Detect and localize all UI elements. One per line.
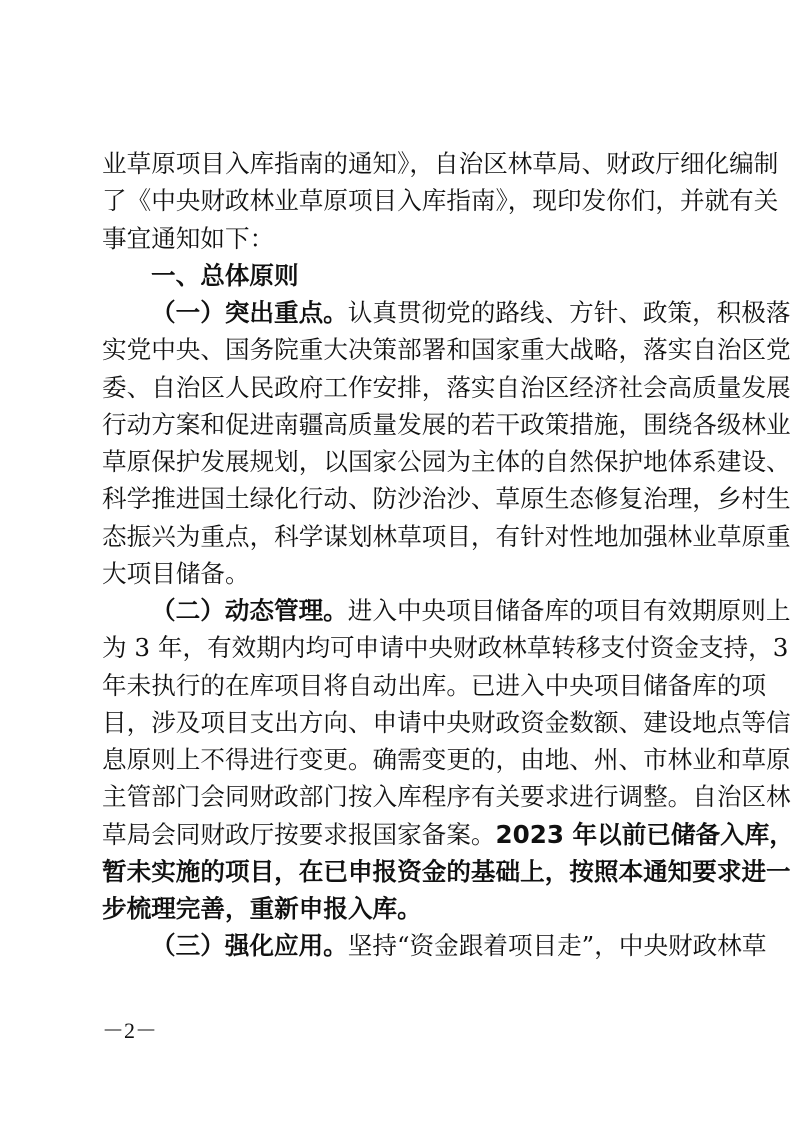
text-segment: 目，涉及项目支出方向、申请中央财政资金数额、建设地点等信 [102,707,791,737]
text-line [102,331,791,368]
text-line [102,518,791,555]
text-segment: 年未执行的在库项目将自动出库。已进入中央项目储备库的项 [102,670,767,700]
bold-text-segment: （一）突出重点。 [151,298,348,327]
text-line [102,816,794,853]
bold-text-segment: 一、总体原则 [151,260,299,290]
text-segment: 实党中央、国务院重大决策部署和国家重大战略，落实自治区党 [102,335,791,365]
text-line [102,853,791,890]
text-line [102,890,698,927]
text-line [102,667,767,704]
text-line [102,406,791,443]
bold-text-segment: 暂未实施的项目，在已申报资金的基础上，按照本通知要求进一 [102,856,791,886]
text-segment: 为 3 年，有效期内均可申请中央财政林草转移支付资金支持，3 [102,633,789,663]
text-line [102,294,791,331]
bold-text-segment: （二）动态管理。 [151,596,348,625]
text-segment: 行动方案和促进南疆高质量发展的若干政策措施，围绕各级林业 [102,409,791,439]
bold-text-segment: （三）强化应用。 [151,931,348,961]
text-line [102,480,791,517]
text-segment: 态振兴为重点，科学谋划林草项目，有针对性地加强林业草原重 [102,521,791,551]
text-line [102,257,698,294]
text-line [102,778,791,815]
text-line [102,145,779,182]
text-segment: 委、自治区人民政府工作安排，落实自治区经济社会高质量发展 [102,372,791,402]
text-line [102,741,791,778]
text-segment: 事宜通知如下： [102,223,275,253]
text-segment: 科学推进国土绿化行动、防沙治沙、草原生态修复治理，乡村生 [102,484,791,514]
text-line [102,555,698,592]
text-line [102,927,767,964]
text-line [102,443,791,480]
bold-text-segment: 步梳理完善，重新申报入库。 [102,894,422,923]
document-body [102,145,794,965]
text-segment: 息原则上不得进行变更。确需变更的，由地、州、市林业和草原 [102,745,791,774]
text-line [102,369,791,406]
bold-text-segment: 2023 年以前已储备入库， [495,819,794,849]
text-segment: 主管部门会同财政部门按入库程序有关要求进行调整。自治区林 [102,782,791,812]
text-line [102,220,698,257]
text-line [102,592,791,629]
text-segment: 业草原项目入库指南的通知》，自治区林草局、财政厅细化编制 [102,149,779,178]
text-line [102,629,789,666]
text-segment: 草原保护发展规划，以国家公园为主体的自然保护地体系建设、 [102,447,791,476]
page-number: －2－ [102,1018,158,1043]
text-segment: 进入中央项目储备库的项目有效期原则上 [347,596,791,625]
text-segment: 认真贯彻党的路线、方针、政策，积极落 [347,298,791,327]
text-segment: 草局会同财政厅按要求报国家备案。 [102,819,496,849]
text-segment: 大项目储备。 [102,558,250,588]
text-segment: 了《中央财政林业草原项目入库指南》，现印发你们，并就有关 [102,186,779,216]
text-line [102,704,791,741]
text-line [102,182,779,219]
text-segment: 坚持“资金跟着项目走”，中央财政林草 [347,931,767,961]
